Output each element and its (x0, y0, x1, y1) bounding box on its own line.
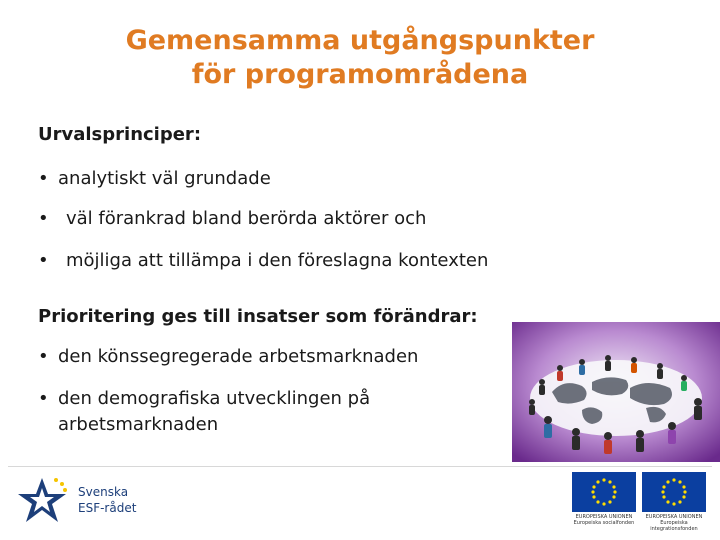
bullet-item (38, 166, 271, 192)
esf-star-logo (14, 472, 74, 534)
bullet-dot: • (38, 346, 49, 367)
bullet-text: väl förankrad bland berörda aktörer och (66, 208, 427, 229)
esf-logo-text (78, 484, 136, 516)
eu-flag-icon (572, 472, 636, 512)
bullet-dot: • (38, 250, 49, 271)
slide-title (0, 24, 720, 92)
bullet-item (38, 206, 426, 232)
bullet-dot: • (38, 168, 49, 189)
esf-logo-line-2: ESF-rådet (78, 501, 137, 515)
bullet-text-continuation: arbetsmarknaden (58, 414, 219, 435)
bullet-text: möjliga att tillämpa i den föreslagna kontexten (66, 250, 489, 271)
footer-divider (8, 466, 712, 467)
eu-caption-socialfonden: EUROPEISKA UNIONEN Europeiska socialfonden (573, 514, 635, 526)
eu-flag-icon (642, 472, 706, 512)
bullet-item (38, 344, 418, 370)
section-heading-urval: Urvalsprinciper: (38, 124, 202, 145)
esf-logo-line-1: Svenska (78, 485, 129, 499)
section-heading-prioritering: Prioritering ges till insatser som förändrar: (38, 306, 478, 327)
bullet-text: analytiskt väl grundade (58, 168, 271, 189)
title-line-2: för programområdena (191, 59, 529, 90)
eu-caption-integrationsfonden: EUROPEISKA UNIONEN Europeiska integrationsfonden (645, 514, 703, 532)
bullet-item (38, 386, 478, 438)
bullet-item (38, 248, 488, 274)
bullet-text: den könssegregerade arbetsmarknaden (58, 346, 419, 367)
bullet-text: den demografiska utvecklingen på (58, 388, 371, 409)
people-around-world-map-photo (512, 322, 720, 462)
title-line-1: Gemensamma utgångspunkter (125, 25, 595, 56)
bullet-dot: • (38, 208, 49, 229)
bullet-dot: • (38, 388, 49, 409)
